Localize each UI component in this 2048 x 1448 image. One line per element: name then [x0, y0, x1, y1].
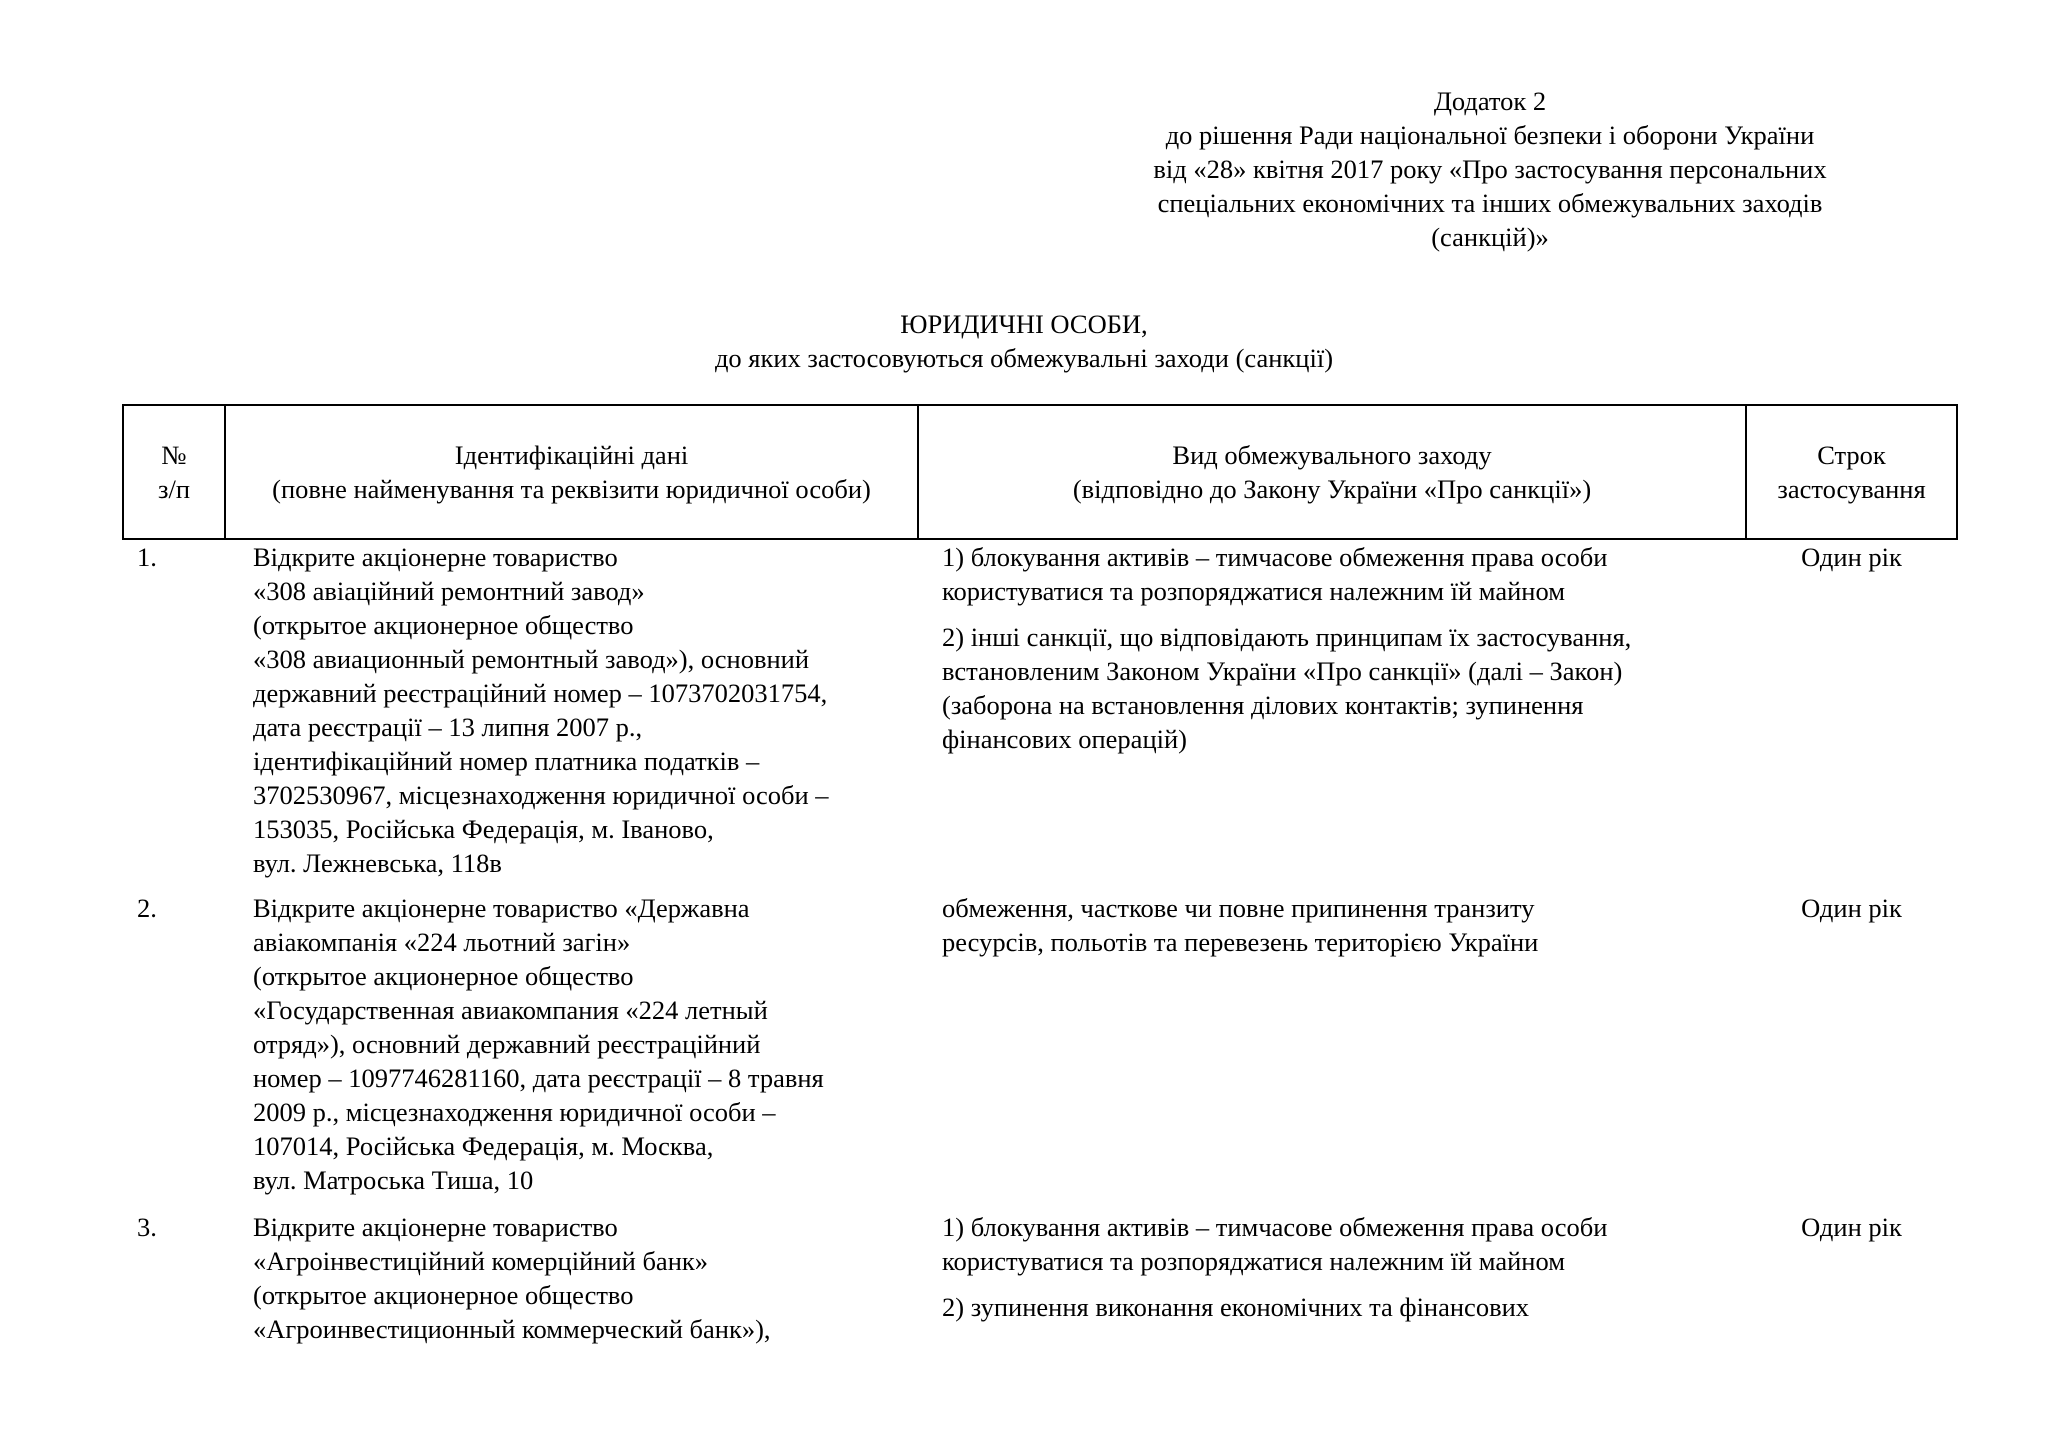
table-row — [123, 539, 1957, 891]
identification-data: Відкрите акціонерне товариство «Агроінвестиційний комерційний банк» (открытое акционерное общество «Агроинвестиционный коммерческий банк»), — [253, 1212, 771, 1344]
header-term: Строк застосування — [1746, 405, 1957, 539]
identification-data: Відкрите акціонерне товариство «Державна авіакомпанія «224 льотний загін» (открытое акционерное общество «Государственная авиакомпания «224 летный отряд»), основний державний реєстраційний номер – 1097746281160, дата реєстрації – 8 травня 2009 р., місцезнаходження юридичної особи – 107014, Російська Федерація, м. Москва, вул. Матроська Тиша, 10 — [253, 893, 824, 1195]
document-title — [0, 307, 2048, 375]
identification-data: Відкрите акціонерне товариство «308 авіаційний ремонтний завод» (открытое акционерное общество «308 авиационный ремонтный завод»), основний державний реєстраційний номер – 1073702031754, дата реєстрації – 13 липня 2007 р., ідентифікаційний номер платника податків – 3702530967, місцезнаходження юридичної особи – 153035, Російська Федерація, м. Іваново, вул. Лежневська, 118в — [253, 542, 829, 878]
measure-paragraph: 1) блокування активів – тимчасове обмеження права особи користуватися та розпоряджатися належним їй майном — [942, 542, 1608, 606]
row-number: 1. — [137, 542, 157, 572]
row-number: 2. — [137, 893, 157, 923]
measure-paragraph: 2) зупинення виконання економічних та фінансових — [942, 1292, 1530, 1322]
annex-line: до рішення Ради національної безпеки і оборони України — [1165, 120, 1815, 150]
row-number: 3. — [137, 1212, 157, 1242]
term: Один рік — [1801, 893, 1902, 923]
term: Один рік — [1801, 542, 1902, 572]
sanctions-table — [122, 404, 1958, 1346]
header-ident: Ідентифікаційні дані (повне найменування та реквізити юридичної особи) — [225, 405, 918, 539]
term: Один рік — [1801, 1212, 1902, 1242]
sanction-measure — [918, 1210, 1746, 1346]
sanction-measure — [918, 539, 1746, 891]
title-subtitle: до яких застосовуються обмежувальні заходи (санкції) — [714, 343, 1334, 373]
sanction-measure — [918, 891, 1746, 1210]
measure-paragraph: обмеження, часткове чи повне припинення транзиту ресурсів, польотів та перевезень територією України — [942, 893, 1539, 957]
annex-line: спеціальних економічних та інших обмежувальних заходів — [1157, 188, 1823, 218]
table-header-row — [123, 405, 1957, 539]
measure-paragraph: 2) інші санкції, що відповідають принципам їх застосування, встановленим Законом України «Про санкції» (далі – Закон) (заборона на встановлення ділових контактів; зупинення фінансових операцій) — [942, 622, 1632, 754]
annex-line: Додаток 2 — [1433, 86, 1547, 116]
title-main: ЮРИДИЧНІ ОСОБИ, — [900, 309, 1148, 339]
annex-line: від «28» квітня 2017 року «Про застосування персональних — [1153, 154, 1827, 184]
header-num: № з/п — [123, 405, 225, 539]
annex-header — [1125, 84, 1855, 254]
measure-paragraph: 1) блокування активів – тимчасове обмеження права особи користуватися та розпоряджатися належним їй майном — [942, 1212, 1608, 1276]
table-row — [123, 1210, 1957, 1346]
table-row — [123, 891, 1957, 1210]
header-measure: Вид обмежувального заходу (відповідно до Закону України «Про санкції») — [918, 405, 1746, 539]
annex-line: (санкцій)» — [1431, 222, 1549, 252]
